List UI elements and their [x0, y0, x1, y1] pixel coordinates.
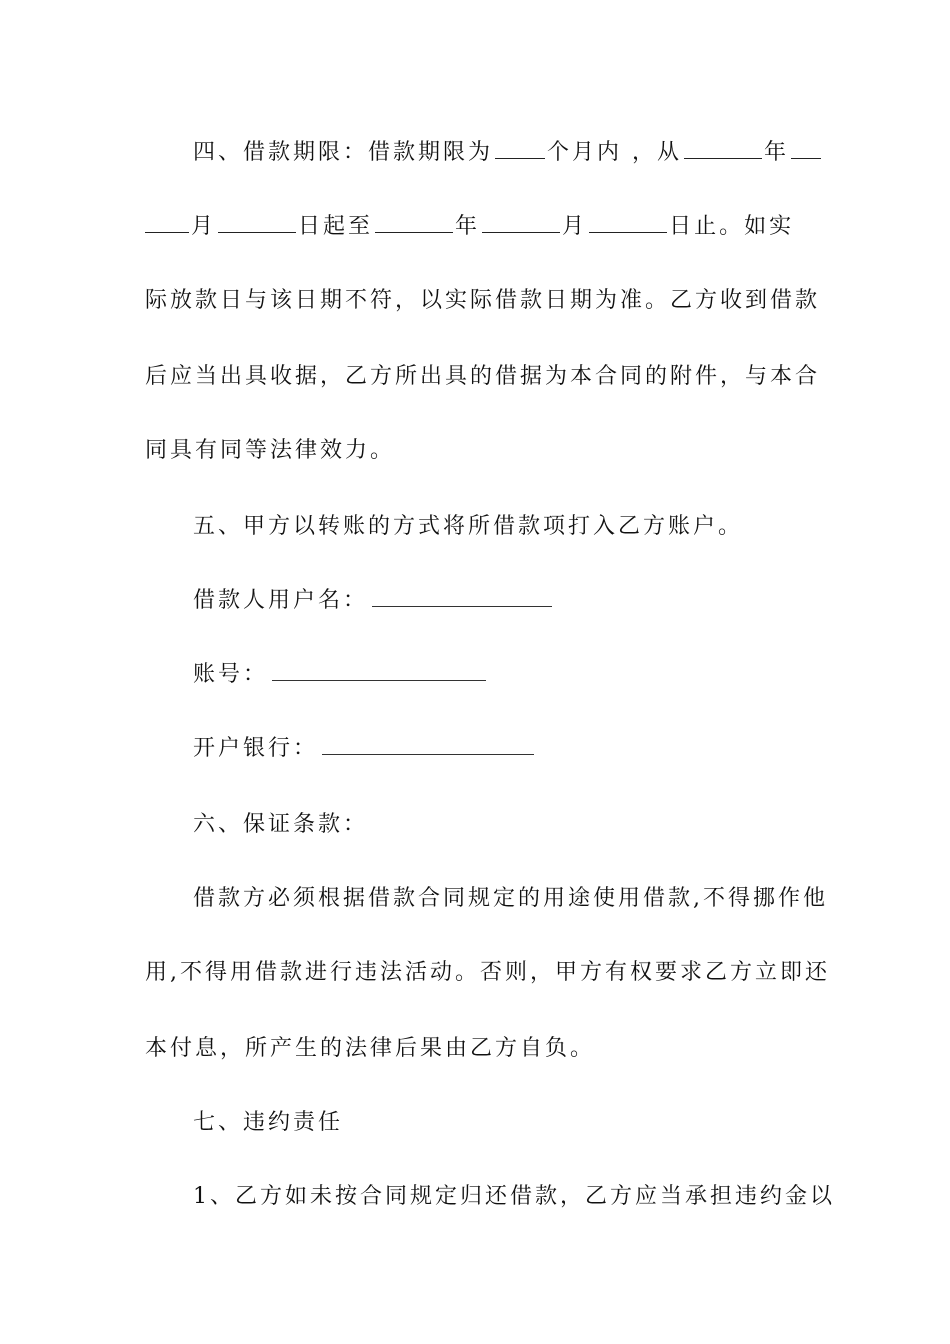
section4-line4: 后应当出具收据，乙方所出具的借据为本合同的附件，与本合: [145, 364, 821, 389]
section6-heading: 六、保证条款：: [193, 812, 369, 837]
account-name-row: [193, 586, 858, 616]
start-day-blank[interactable]: [218, 212, 296, 233]
end-year-blank[interactable]: [375, 212, 453, 233]
bank-row: [193, 734, 858, 764]
section4-line1: [193, 138, 858, 168]
section4-line5: 同具有同等法律效力。: [145, 438, 396, 463]
section7-item1: 1、乙方如未按合同规定归还借款，乙方应当承担违约金以: [193, 1184, 835, 1209]
account-number-field[interactable]: [272, 660, 486, 681]
bank-field[interactable]: [322, 734, 534, 755]
account-name-label: 借款人用户名：: [193, 588, 369, 613]
end-month-blank[interactable]: [482, 212, 560, 233]
section4-text: 日止。如实: [669, 214, 795, 239]
section6-line1: 借款方必须根据借款合同规定的用途使用借款,不得挪作他: [193, 886, 828, 911]
account-number-label: 账号：: [193, 662, 269, 687]
section4-line3: 际放款日与该日期不符，以实际借款日期为准。乙方收到借款: [145, 288, 821, 313]
start-year-blank[interactable]: [684, 138, 762, 159]
section7-heading: 七、违约责任: [193, 1110, 344, 1135]
section4-text: 日起至: [298, 214, 374, 239]
section4-text: 年: [764, 140, 790, 165]
bank-label: 开户银行：: [193, 736, 319, 761]
section4-text: 个月内 ，从: [547, 140, 683, 165]
account-name-field[interactable]: [372, 586, 552, 607]
section4-text: 四、借款期限：借款期限为: [193, 140, 494, 165]
section4-line2: [145, 212, 810, 242]
section4-text: 月: [562, 214, 588, 239]
section4-text: 月: [191, 214, 217, 239]
months-blank[interactable]: [495, 138, 545, 159]
end-day-blank[interactable]: [589, 212, 667, 233]
section6-line2: 用,不得用借款进行违法活动。否则，甲方有权要求乙方立即还: [145, 960, 830, 985]
start-month-blank-cont[interactable]: [145, 212, 189, 233]
start-month-blank[interactable]: [791, 138, 821, 159]
section4-text: 年: [455, 214, 481, 239]
section6-line3: 本付息，所产生的法律后果由乙方自负。: [145, 1036, 596, 1061]
section5-heading: 五、甲方以转账的方式将所借款项打入乙方账户。: [193, 514, 744, 539]
account-number-row: [193, 660, 858, 690]
